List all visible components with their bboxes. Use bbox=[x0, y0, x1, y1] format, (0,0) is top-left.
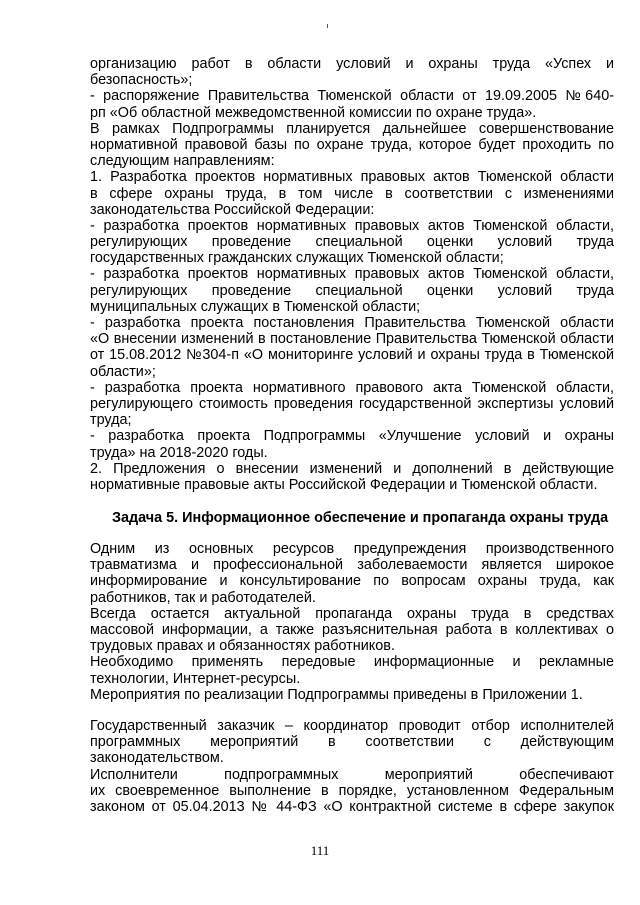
text-line: - разработка проектов нормативных правовых актов Тюменской области, bbox=[90, 217, 614, 234]
text-line: законодательства Российской Федерации: bbox=[90, 201, 375, 218]
text-line: - разработка проекта нормативного правового акта Тюменской области, bbox=[90, 379, 614, 396]
text-line: технологии, Интернет-ресурсы. bbox=[90, 670, 301, 687]
text-line: области»; bbox=[90, 363, 156, 380]
body-block-1 bbox=[90, 56, 614, 493]
text-line: нормативной правовой базы по охране труда, которое будет проходить по bbox=[90, 136, 614, 153]
text-line: труда; bbox=[90, 412, 132, 429]
text-line: регулирующих проведение специальной оценки условий труда bbox=[90, 234, 614, 251]
text-line: массовой информации, а также разъяснительная работа в коллективах о bbox=[90, 621, 614, 638]
text-line: труда» на 2018-2020 годы. bbox=[90, 444, 268, 461]
text-line: Государственный заказчик – координатор проводит отбор исполнителей bbox=[90, 718, 614, 734]
text-line: 1. Разработка проектов нормативных правовых актов Тюменской области bbox=[90, 169, 614, 186]
text-line: - разработка проекта постановления Правительства Тюменской области bbox=[90, 315, 614, 331]
text-line: регулирующих проведение специальной оценки условий труда bbox=[90, 282, 614, 299]
text-line: государственных гражданских служащих Тюменской области; bbox=[90, 250, 504, 267]
text-line: нормативные правовые акты Российской Федерации и Тюменской области. bbox=[90, 476, 598, 493]
text-line: Исполнители подпрограммных мероприятий обеспечивают bbox=[90, 766, 614, 783]
text-line: законом от 05.04.2013 № 44-ФЗ «О контрактной системе в сфере закупок bbox=[90, 798, 614, 815]
text-line: от 15.08.2012 №304-п «О мониторинге условий и охраны труда в Тюменской bbox=[90, 347, 614, 364]
text-line: законодательством. bbox=[90, 750, 224, 767]
text-line: программных мероприятий в соответствии с действующим bbox=[90, 734, 614, 751]
scan-mark bbox=[327, 24, 328, 28]
text-line: Необходимо применять передовые информационные и рекламные bbox=[90, 654, 614, 671]
text-line: безопасность»; bbox=[90, 72, 193, 89]
text-line: регулирующего стоимость проведения государственной экспертизы условий bbox=[90, 395, 614, 412]
text-line: трудовых правах и обязанностях работников. bbox=[90, 638, 395, 655]
text-line: «О внесении изменений в постановление Правительства Тюменской области bbox=[90, 331, 614, 348]
text-line: работников, так и работодателей. bbox=[90, 589, 316, 606]
text-line: Одним из основных ресурсов предупреждения производственного bbox=[90, 541, 614, 557]
body-block-3 bbox=[90, 718, 614, 815]
text-line: организацию работ в области условий и охраны труда «Успех и bbox=[90, 56, 614, 72]
page-number: 111 bbox=[310, 843, 330, 858]
text-line: 2. Предложения о внесении изменений и дополнений в действующие bbox=[90, 460, 614, 477]
text-line: в сфере охраны труда, в том числе в соответствии с изменениями bbox=[90, 185, 614, 202]
text-line: информирование и консультирование по вопросам охраны труда, как bbox=[90, 573, 614, 590]
text-line: травматизма и профессиональной заболеваемости является широкое bbox=[90, 557, 614, 574]
body-block-2 bbox=[90, 541, 614, 703]
text-line: муниципальных служащих в Тюменской области; bbox=[90, 298, 421, 315]
text-line: Мероприятия по реализации Подпрограммы приведены в Приложении 1. bbox=[90, 686, 583, 703]
text-line: Всегда остается актуальной пропаганда охраны труда в средствах bbox=[90, 605, 614, 622]
text-line: - разработка проектов нормативных правовых актов Тюменской области, bbox=[90, 266, 614, 283]
text-line: - разработка проекта Подпрограммы «Улучшение условий и охраны bbox=[90, 428, 614, 445]
text-line: их своевременное выполнение в порядке, установленном Федеральным bbox=[90, 782, 614, 799]
text-line: - распоряжение Правительства Тюменской области от 19.09.2005 №640- bbox=[90, 88, 614, 105]
text-line: рп «Об областной межведомственной комиссии по охране труда». bbox=[90, 104, 537, 121]
text-line: следующим направлениям: bbox=[90, 153, 275, 170]
text-line: В рамках Подпрограммы планируется дальнейшее совершенствование bbox=[90, 120, 614, 137]
section-heading: Задача 5. Информационное обеспечение и пропаганда охраны труда bbox=[112, 510, 609, 526]
